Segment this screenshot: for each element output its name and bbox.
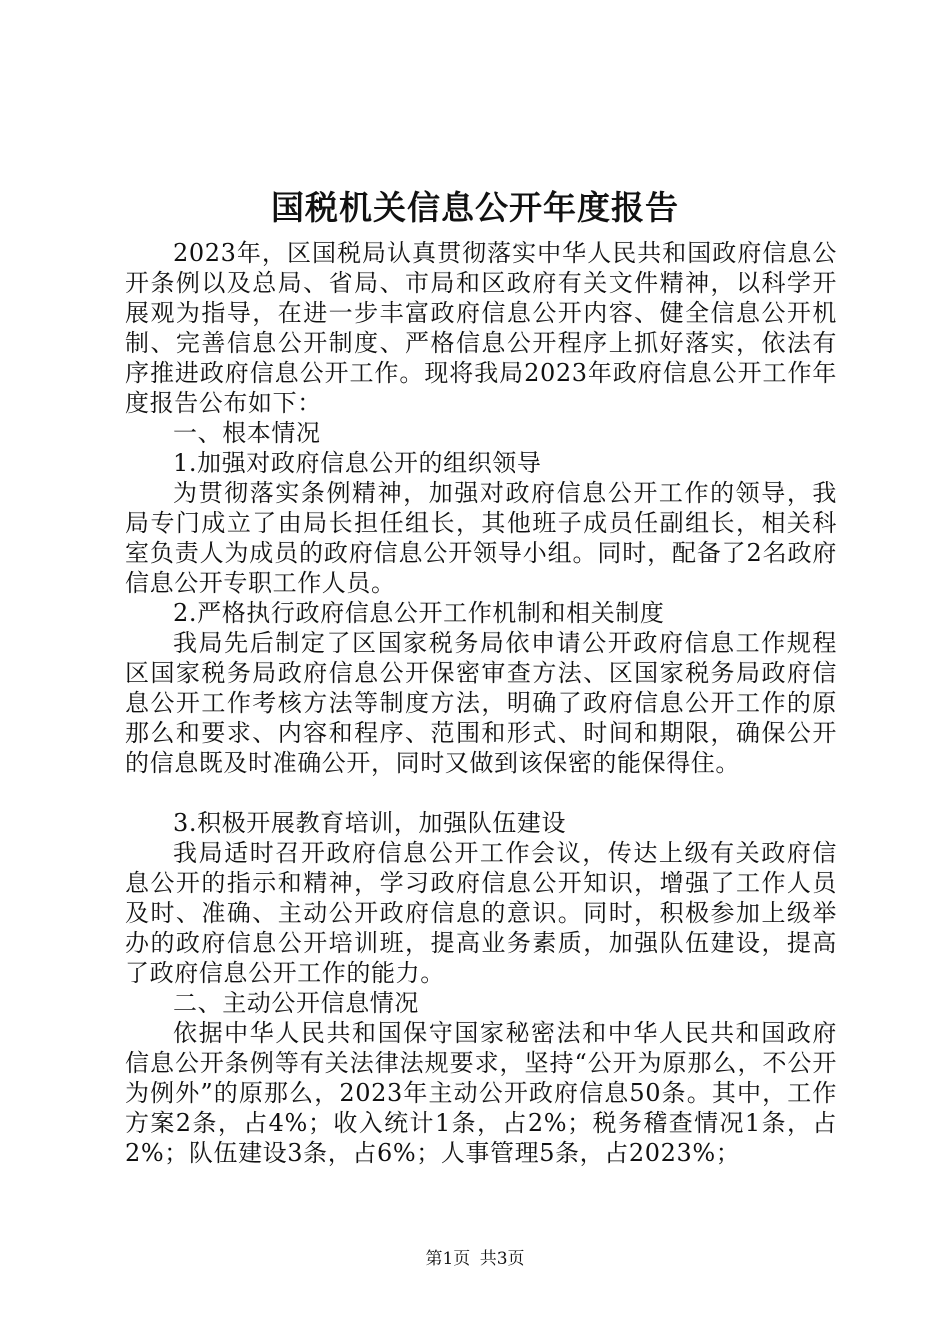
page-total: 共3页 [479, 1249, 525, 1269]
page-footer [0, 1248, 950, 1270]
paragraph-mechanism: 我局先后制定了区国家税务局依申请公开政府信息工作规程区国家税务局政府信息公开保密审查方法、区国家税务局政府信息公开工作考核方法等制度方法，明确了政府信息公开工作的原那么和要求、内容和程序、范围和形式、时间和期限，确保公开的信息既及时准确公开，同时又做到该保密的能保得住。 [125, 629, 837, 777]
subheading-leadership: 1.加强对政府信息公开的组织领导 [173, 449, 542, 477]
document-body [125, 238, 837, 1168]
paragraph-spacer [125, 778, 837, 808]
section-heading-disclosure: 二、主动公开信息情况 [173, 989, 419, 1017]
document-title: 国税机关信息公开年度报告 [271, 188, 679, 227]
subheading-training: 3.积极开展教育培训，加强队伍建设 [173, 809, 567, 837]
paragraph-training: 我局适时召开政府信息公开工作会议，传达上级有关政府信息公开的指示和精神，学习政府信息公开知识，增强了工作人员及时、准确、主动公开政府信息的意识。同时，积极参加上级举办的政府信息公开培训班，提高业务素质，加强队伍建设，提高了政府信息公开工作的能力。 [125, 839, 837, 987]
paragraph-disclosure: 依据中华人民共和国保守国家秘密法和中华人民共和国政府信息公开条例等有关法律法规要求，坚持“公开为原那么，不公开为例外”的原那么，2023年主动公开政府信息50条。其中，工作方案2条，占4%；收入统计1条，占2%；税务稽查情况1条，占2%；队伍建设3条，占6%；人事管理5条，占2023%； [125, 1019, 837, 1167]
intro-paragraph: 2023年，区国税局认真贯彻落实中华人民共和国政府信息公开条例以及总局、省局、市局和区政府有关文件精神，以科学开展观为指导，在进一步丰富政府信息公开内容、健全信息公开机制、完善信息公开制度、严格信息公开程序上抓好落实，依法有序推进政府信息公开工作。现将我局2023年政府信息公开工作年度报告公布如下： [125, 239, 837, 417]
page-number: 第1页 [425, 1249, 471, 1269]
subheading-mechanism: 2.严格执行政府信息公开工作机制和相关制度 [173, 599, 665, 627]
paragraph-leadership: 为贯彻落实条例精神，加强对政府信息公开工作的领导，我局专门成立了由局长担任组长，其他班子成员任副组长，相关科室负责人为成员的政府信息公开领导小组。同时，配备了2名政府信息公开专职工作人员。 [125, 479, 837, 597]
section-heading-basic: 一、根本情况 [173, 419, 321, 447]
